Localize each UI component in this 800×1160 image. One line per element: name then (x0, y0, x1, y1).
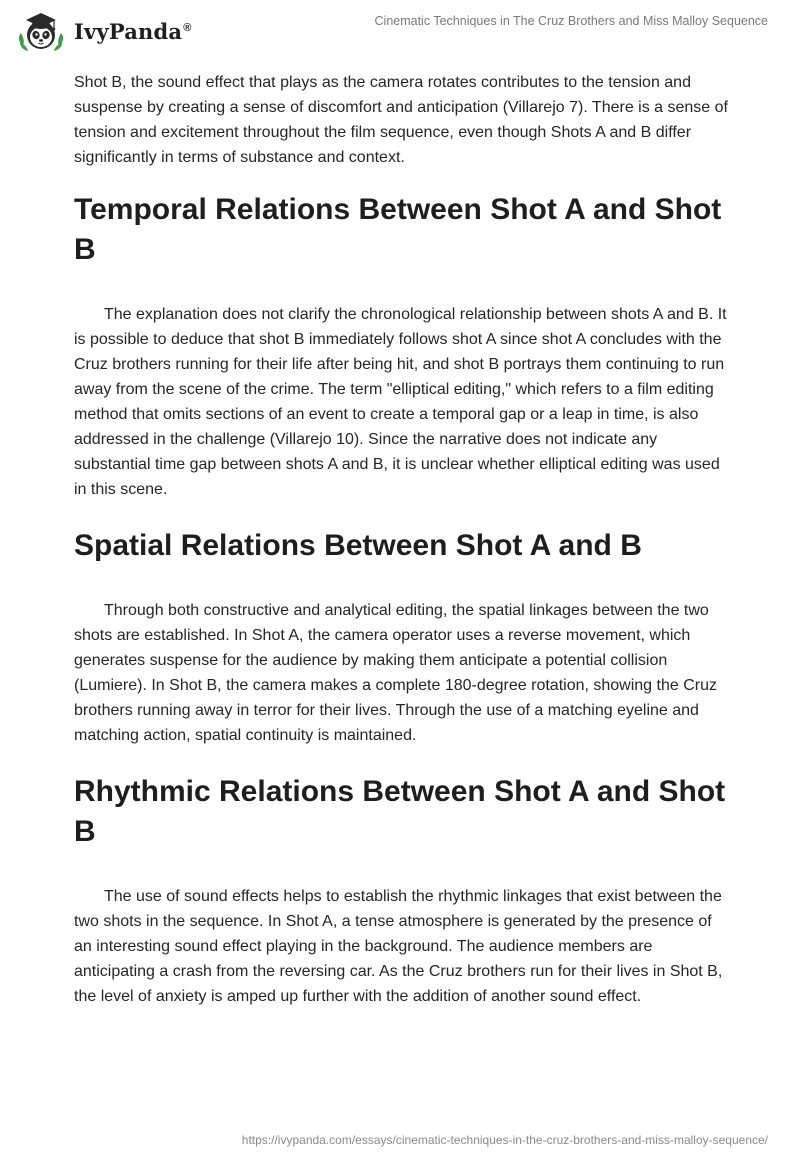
document-title: Cinematic Techniques in The Cruz Brothers and Miss Malloy Sequence (374, 14, 768, 28)
section-heading-temporal: Temporal Relations Between Shot A and Shot B (74, 193, 722, 266)
section-paragraph-temporal: The explanation does not clarify the chronological relationship between shots A and B. It is possible to deduce that shot B immediately follows shot A since shot A concludes with the Cruz brothers running for their life after being hit, and shot B portrays them continuing to run away from the scene of the crime. The term "elliptical editing," which refers to a film editing method that omits sections of an event to create a temporal gap or a leap in time, is also addressed in the challenge (Villarejo 10). Since the narrative does not indicate any substantial time gap between shots A and B, it is unclear whether elliptical editing was used in this scene. (74, 306, 727, 498)
logo-wordmark: IvyPanda® (74, 18, 192, 44)
panda-graduation-icon (16, 8, 66, 54)
intro-paragraph: Shot B, the sound effect that plays as the camera rotates contributes to the tension and suspense by creating a sense of discomfort and anticipation (Villarejo 7). There is a sense of tension and excitement throughout the film sequence, even though Shots A and B differ significantly in terms of substance and context. (74, 74, 728, 166)
source-url[interactable]: https://ivypanda.com/essays/cinematic-techniques-in-the-cruz-brothers-and-miss-malloy-sequence/ (241, 1133, 768, 1147)
section-heading-spatial: Spatial Relations Between Shot A and B (74, 529, 642, 562)
essay-content (74, 70, 728, 1009)
section-paragraph-spatial: Through both constructive and analytical editing, the spatial linkages between the two shots are established. In Shot A, the camera operator uses a reverse movement, which generates suspense for the audience by making them anticipate a potential collision (Lumiere). In Shot B, the camera makes a complete 180-degree rotation, showing the Cruz brothers running away in terror for their lives. Through the use of a matching eyeline and matching action, spatial continuity is maintained. (74, 602, 717, 744)
page-header (0, 0, 800, 62)
section-paragraph-rhythmic: The use of sound effects helps to establish the rhythmic linkages that exist between the two shots in the sequence. In Shot A, a tense atmosphere is generated by the presence of an interesting sound effect playing in the background. The audience members are anticipating a crash from the reversing car. As the Cruz brothers run for their lives in Shot B, the level of anxiety is amped up further with the addition of another sound effect. (74, 888, 723, 1005)
ivypanda-logo[interactable] (16, 8, 192, 54)
section-heading-rhythmic: Rhythmic Relations Between Shot A and Shot B (74, 775, 726, 848)
